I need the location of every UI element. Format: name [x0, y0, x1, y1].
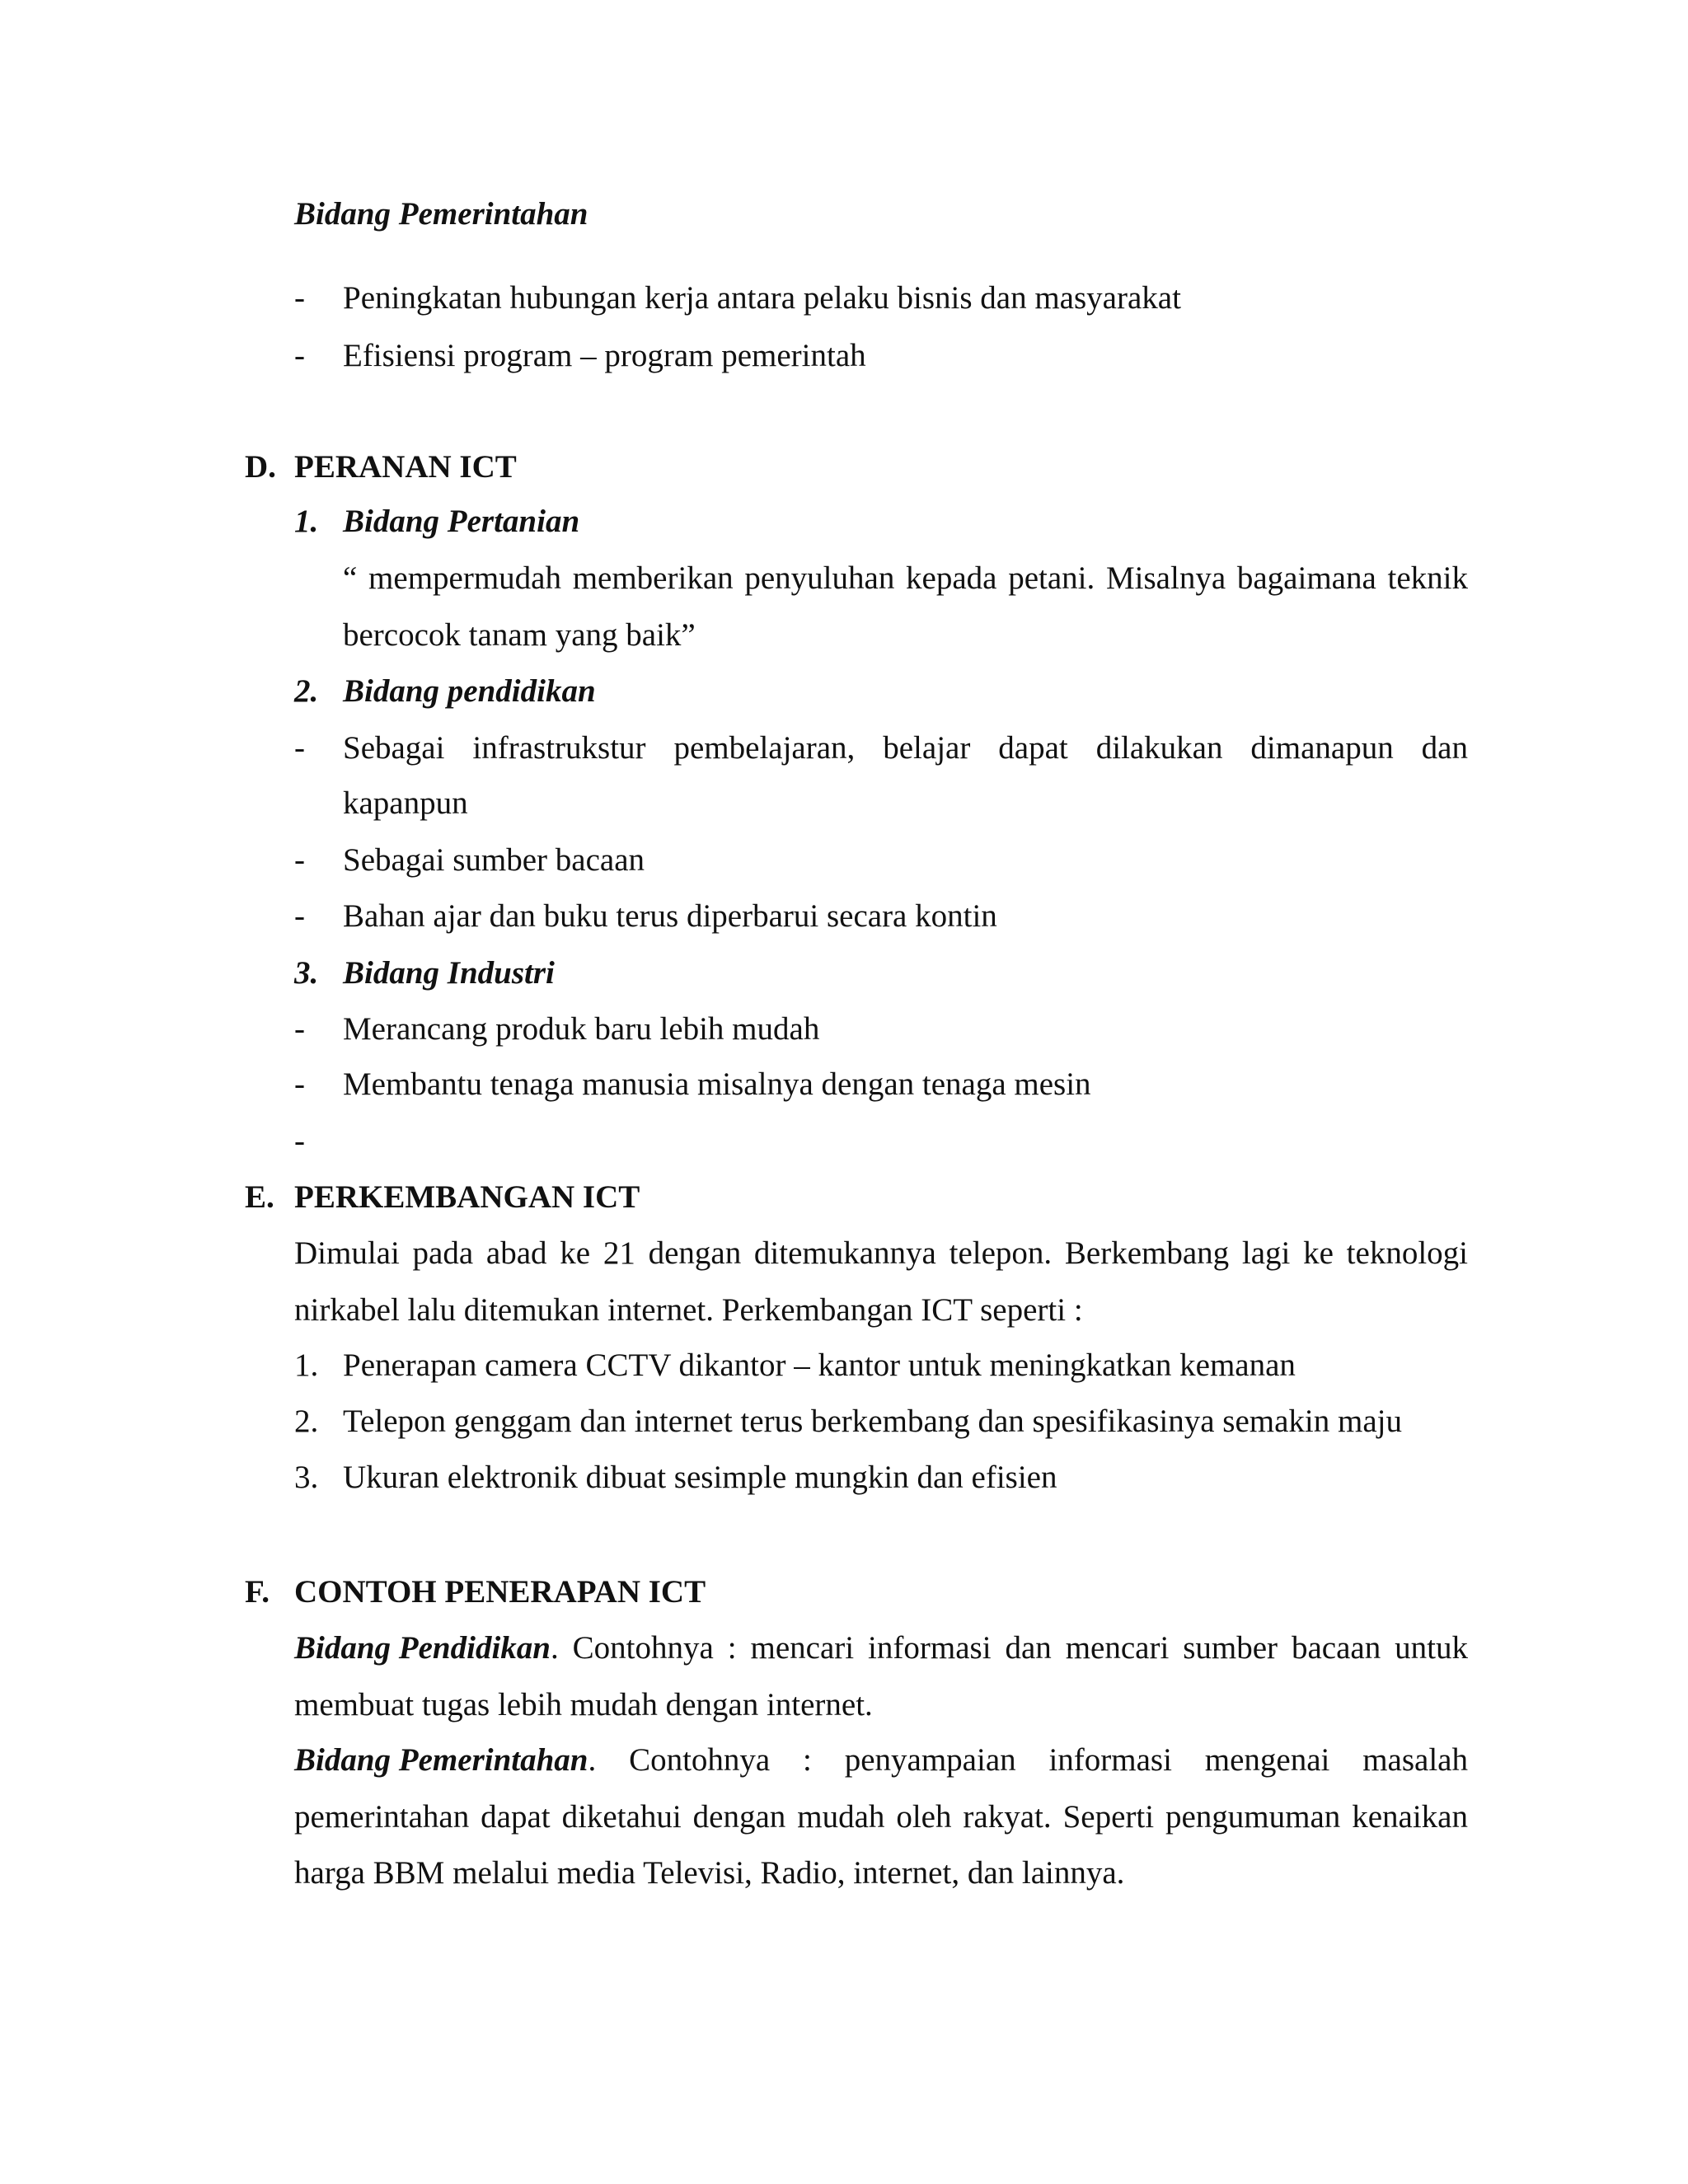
- section-f-p2-line3: harga BBM melalui media Televisi, Radio, internet, dan lainnya.: [294, 1855, 1125, 1891]
- dash-marker: -: [294, 1066, 305, 1102]
- section-f-p1-line2: membuat tugas lebih mudah dengan internet.: [294, 1687, 873, 1722]
- section-d-sub3-item1: Merancang produk baru lebih mudah: [343, 1011, 820, 1047]
- section-e-title: PERKEMBANGAN ICT: [294, 1179, 640, 1215]
- top-heading: Bidang Pemerintahan: [294, 196, 588, 232]
- section-d-sub1-num: 1.: [294, 504, 319, 539]
- section-d-sub2-title: Bidang pendidikan: [343, 673, 596, 709]
- section-e-para-line1: Dimulai pada abad ke 21 dengan ditemukannya telepon. Berkembang lagi ke teknologi: [294, 1235, 1468, 1271]
- section-d-sub3-num: 3.: [294, 955, 319, 991]
- dash-marker: -: [294, 1011, 305, 1047]
- section-e-list-item: Telepon genggam dan internet terus berkembang dan spesifikasinya semakin maju: [343, 1404, 1402, 1439]
- section-f-p1-line1: [294, 1619, 1468, 1676]
- section-f-p1-lead: Bidang Pendidikan: [294, 1630, 551, 1666]
- section-d-sub2-num: 2.: [294, 673, 319, 709]
- section-e-para-line2: nirkabel lalu ditemukan internet. Perkembangan ICT seperti :: [294, 1292, 1083, 1328]
- dash-marker: -: [294, 842, 305, 878]
- section-f-p1-line1-rest: . Contohnya : mencari informasi dan mencari sumber bacaan untuk: [550, 1630, 1468, 1666]
- section-d-sub1-quote-line2: bercocok tanam yang baik”: [343, 617, 696, 653]
- section-f-p2-line1: [294, 1732, 1468, 1788]
- section-f-title: CONTOH PENERAPAN ICT: [294, 1574, 706, 1610]
- section-f-letter: F.: [245, 1574, 270, 1610]
- section-f-p2-line1-rest: . Contohnya : penyampaian informasi mengenai masalah: [588, 1742, 1468, 1778]
- section-d-sub1-quote-line1: “ mempermudah memberikan penyuluhan kepada petani. Misalnya bagaimana teknik: [343, 560, 1468, 596]
- section-e-list-num: 3.: [294, 1460, 319, 1495]
- top-item-1: Peningkatan hubungan kerja antara pelaku bisnis dan masyarakat: [343, 280, 1181, 316]
- section-d-sub2-item2: Sebagai sumber bacaan: [343, 842, 645, 878]
- dash-marker: -: [294, 338, 305, 373]
- section-e-letter: E.: [245, 1179, 274, 1215]
- section-d-sub2-item1-line1: Sebagai infrastrukstur pembelajaran, belajar dapat dilakukan dimanapun dan: [343, 730, 1468, 766]
- section-d-sub3-item2: Membantu tenaga manusia misalnya dengan tenaga mesin: [343, 1066, 1091, 1102]
- section-d-letter: D.: [245, 449, 276, 485]
- dash-marker: -: [294, 898, 305, 934]
- section-e-list-item: Penerapan camera CCTV dikantor – kantor untuk meningkatkan kemanan: [343, 1347, 1296, 1383]
- section-e-list-num: 1.: [294, 1347, 319, 1383]
- section-f-p2-line2: pemerintahan dapat diketahui dengan mudah oleh rakyat. Seperti pengumuman kenaikan: [294, 1799, 1468, 1835]
- section-d-sub1-title: Bidang Pertanian: [343, 504, 580, 539]
- section-d-title: PERANAN ICT: [294, 449, 517, 485]
- section-d-sub2-item1-line2: kapanpun: [343, 785, 468, 821]
- top-item-2: Efisiensi program – program pemerintah: [343, 338, 866, 373]
- section-e-list-item: Ukuran elektronik dibuat sesimple mungkin dan efisien: [343, 1460, 1057, 1495]
- section-d-sub2-item3: Bahan ajar dan buku terus diperbarui secara kontin: [343, 898, 997, 934]
- dash-marker: -: [294, 1123, 305, 1159]
- section-f-p2-lead: Bidang Pemerintahan: [294, 1742, 588, 1778]
- dash-marker: -: [294, 730, 305, 766]
- section-d-sub3-title: Bidang Industri: [343, 955, 555, 991]
- dash-marker: -: [294, 280, 305, 316]
- section-e-list-num: 2.: [294, 1404, 319, 1439]
